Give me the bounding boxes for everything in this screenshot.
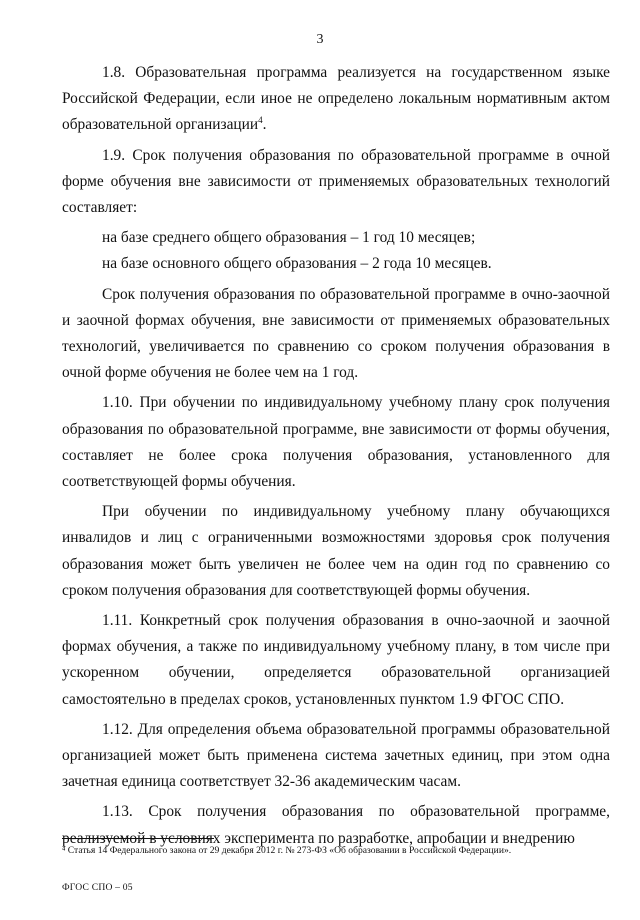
paragraph-1-9: 1.9. Срок получения образования по образовательной программе в очной форме обучения вне зависимости от применяемых образовательных технологий составляет: (62, 146, 610, 217)
footnote-text: ⁴ Статья 14 Федерального закона от 29 декабря 2012 г. № 273-ФЗ «Об образовании в Российской Федерации». (62, 845, 512, 856)
footnote-marker: 4 (258, 115, 263, 126)
paragraph-basic-base: на базе основного общего образования – 2 года 10 месяцев. (102, 255, 492, 273)
paragraph-disabled: При обучении по индивидуальному учебному плану обучающихся инвалидов и лиц с ограниченными возможностями здоровья срок получения образования может быть увеличен не более чем на один год по сравнению со сроком получения образования для соответствующей формы обучения. (62, 503, 610, 599)
document-body (62, 60, 610, 856)
footnote-divider (62, 838, 214, 839)
paragraph-1-8 (62, 60, 610, 139)
paragraph-1-8-end: . (262, 116, 267, 134)
paragraph-1-12: 1.12. Для определения объема образовательной программы образовательной организацией может быть применена система зачетных единиц, при этом одна зачетная единица соответствует 32-36 академическим часам. (62, 720, 610, 791)
paragraph-1-13: 1.13. Срок получения образования по образовательной программе, реализуемой в условиях эксперимента по разработке, апробации и внедрению (62, 803, 610, 847)
paragraph-part-time: Срок получения образования по образовательной программе в очно-заочной и заочной формах обучения, вне зависимости от применяемых образовательных технологий, увеличивается по сравнению со сроком получения образования в очной форме обучения не более чем на 1 год. (62, 285, 610, 382)
paragraph-1-8-text: 1.8. Образовательная программа реализуется на государственном языке Российской Федерации, если иное не определено локальным нормативным актом образовательной организации (62, 64, 610, 134)
page-number: 3 (316, 32, 324, 47)
paragraph-1-10: 1.10. При обучении по индивидуальному учебному плану срок получения образования по образовательной программе, вне зависимости от формы обучения, составляет не более срока получения образования, установленного для соответствующей формы обучения. (62, 394, 610, 491)
document-code: ФГОС СПО – 05 (62, 882, 133, 893)
paragraph-1-11: 1.11. Конкретный срок получения образования в очно-заочной и заочной формах обучения, а также по индивидуальному учебному плану, в том числе при ускоренном обучении, определяется образовательной организацией самостоятельно в пределах сроков, установленных пунктом 1.9 ФГОС СПО. (62, 612, 610, 708)
paragraph-secondary-base: на базе среднего общего образования – 1 год 10 месяцев; (102, 229, 476, 247)
